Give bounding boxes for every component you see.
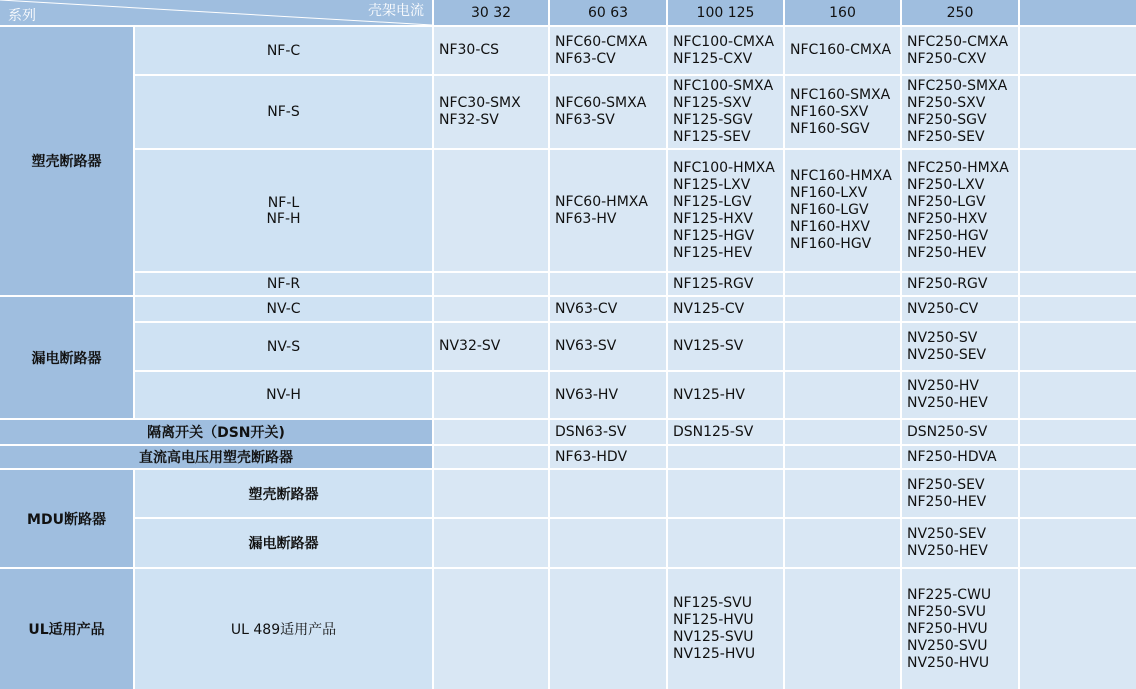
model-name: NV125-HVU	[673, 646, 756, 662]
model-cell	[668, 569, 783, 689]
model-name: NV250-SV	[907, 329, 978, 346]
model-cell	[668, 420, 783, 444]
model-cell	[434, 150, 548, 271]
model-name: NF160-LXV	[790, 185, 868, 201]
model-name: NF225-CWU	[907, 586, 992, 603]
model-cell	[668, 323, 783, 370]
model-name: NFC100-SMXA	[673, 78, 774, 94]
model-name: NFC160-HMXA	[790, 168, 892, 184]
model-cell	[902, 519, 1018, 567]
model-cell	[785, 470, 900, 517]
model-cell	[668, 372, 783, 418]
model-cell	[668, 76, 783, 148]
model-cell	[902, 273, 1018, 295]
subcategory-nv-c: NV-C	[135, 297, 432, 321]
model-cell	[785, 150, 900, 271]
model-cell	[434, 470, 548, 517]
model-name: NFC60-SMXA	[555, 95, 647, 111]
subcategory-mdu-elcb: 漏电断路器	[135, 519, 432, 567]
category-mdu: MDU断路器	[0, 470, 133, 567]
model-name: NF250-HEV	[907, 244, 987, 261]
model-cell	[1020, 76, 1136, 148]
model-cell	[550, 420, 666, 444]
model-cell	[1020, 446, 1136, 468]
model-name: NF250-SGV	[907, 112, 987, 128]
subcategory-nf-lh	[135, 150, 432, 271]
model-cell	[1020, 297, 1136, 321]
model-name: NF250-SXV	[907, 95, 986, 111]
frame-current-label: 壳架电流	[368, 3, 424, 19]
model-cell	[668, 27, 783, 74]
model-name: NV250-CV	[907, 300, 979, 317]
model-cell	[902, 76, 1018, 148]
model-name: NV250-SEV	[907, 526, 987, 542]
model-name: NF250-SEV	[907, 129, 985, 145]
subcategory-nv-h: NV-H	[135, 372, 432, 418]
model-cell	[668, 470, 783, 517]
model-cell	[1020, 273, 1136, 295]
model-name: NFC60-HMXA	[555, 193, 648, 210]
subcategory-nf-h-label: NF-H	[266, 210, 301, 227]
model-cell	[785, 569, 900, 689]
model-name: NF125-LXV	[673, 176, 751, 193]
model-name: NF30-CS	[439, 42, 500, 58]
model-cell	[902, 150, 1018, 271]
model-name: NV250-HEV	[907, 543, 988, 559]
model-name: NF125-SGV	[673, 112, 753, 128]
model-name: DSN63-SV	[555, 423, 627, 440]
model-cell	[550, 569, 666, 689]
model-name: NF250-LXV	[907, 176, 985, 193]
category-mccb: 塑壳断路器	[0, 27, 133, 295]
model-name: NF125-RGV	[673, 275, 754, 292]
model-name: NV125-CV	[673, 300, 745, 317]
model-name: NF250-CXV	[907, 50, 987, 67]
model-name: NF63-SV	[555, 112, 615, 128]
model-cell	[1020, 470, 1136, 517]
model-name: NF160-SGV	[790, 120, 870, 137]
model-cell	[434, 569, 548, 689]
model-cell	[1020, 27, 1136, 74]
model-cell	[902, 323, 1018, 370]
model-cell	[1020, 150, 1136, 271]
model-name: NFC250-SMXA	[907, 78, 1008, 94]
model-cell	[434, 446, 548, 468]
model-name: NF160-HXV	[790, 219, 870, 235]
model-name: NF125-SXV	[673, 95, 752, 111]
model-name: NFC160-SMXA	[790, 86, 891, 103]
model-cell	[785, 273, 900, 295]
model-cell	[434, 372, 548, 418]
model-cell	[902, 569, 1018, 689]
model-name: NF125-LGV	[673, 193, 752, 210]
model-cell	[550, 297, 666, 321]
model-name: NV250-SEV	[907, 346, 987, 363]
column-header-extra	[1020, 0, 1136, 25]
subcategory-mdu-mccb: 塑壳断路器	[135, 470, 432, 517]
model-cell	[668, 519, 783, 567]
model-name: NF125-SEV	[673, 129, 751, 145]
model-name: NF160-HGV	[790, 236, 872, 252]
model-cell	[1020, 569, 1136, 689]
category-ul: UL适用产品	[0, 569, 133, 689]
model-name: NF250-RGV	[907, 275, 988, 292]
model-name: NF32-SV	[439, 112, 499, 128]
model-name: NF250-HGV	[907, 227, 989, 244]
model-cell	[550, 273, 666, 295]
model-cell	[434, 76, 548, 148]
model-name: NFC30-SMX	[439, 95, 521, 111]
model-name: NV250-SVU	[907, 637, 988, 654]
model-name: NV63-CV	[555, 300, 618, 317]
model-cell	[550, 446, 666, 468]
model-cell	[434, 519, 548, 567]
model-name: NF125-HEV	[673, 244, 753, 261]
model-cell	[785, 446, 900, 468]
model-name: NV125-HV	[673, 386, 745, 403]
model-cell	[1020, 323, 1136, 370]
model-name: NF250-HXV	[907, 210, 987, 227]
category-dc-high-voltage: 直流高电压用塑壳断路器	[0, 446, 432, 468]
model-name: NF160-SXV	[790, 103, 869, 120]
model-name: NF125-HVU	[673, 612, 754, 628]
model-cell	[785, 420, 900, 444]
model-name: NF63-HV	[555, 210, 617, 227]
model-cell	[902, 27, 1018, 74]
model-name: NFC60-CMXA	[555, 33, 648, 50]
model-cell	[434, 323, 548, 370]
model-name: NF250-SEV	[907, 476, 985, 493]
model-name: NF125-CXV	[673, 50, 753, 67]
model-name: NFC160-CMXA	[790, 42, 892, 58]
category-elcb: 漏电断路器	[0, 297, 133, 418]
model-cell	[550, 519, 666, 567]
model-cell	[1020, 519, 1136, 567]
subcategory-nf-l-label: NF-L	[267, 194, 300, 211]
model-name: NF250-HVU	[907, 620, 988, 637]
model-cell	[550, 150, 666, 271]
model-name: NV125-SV	[673, 338, 744, 354]
column-header-63: 60 63	[550, 0, 666, 25]
model-name: NF250-SVU	[907, 603, 987, 620]
subcategory-nf-r: NF-R	[135, 273, 432, 295]
model-cell	[785, 297, 900, 321]
column-header-125: 100 125	[668, 0, 783, 25]
model-cell	[550, 470, 666, 517]
model-name: NF63-CV	[555, 50, 616, 67]
model-cell	[668, 273, 783, 295]
subcategory-nf-c: NF-C	[135, 27, 432, 74]
model-cell	[902, 297, 1018, 321]
column-header-160: 160	[785, 0, 900, 25]
model-cell	[785, 76, 900, 148]
model-name: NF250-HEV	[907, 493, 987, 510]
model-name: NF125-SVU	[673, 595, 753, 611]
model-cell	[902, 446, 1018, 468]
model-cell	[785, 27, 900, 74]
model-name: NV32-SV	[439, 338, 501, 354]
model-cell	[550, 372, 666, 418]
table-corner-header	[0, 0, 432, 25]
model-cell	[902, 470, 1018, 517]
model-cell	[902, 372, 1018, 418]
model-cell	[668, 297, 783, 321]
model-cell	[550, 27, 666, 74]
column-header-250: 250	[902, 0, 1018, 25]
model-name: NF160-LGV	[790, 202, 869, 218]
model-cell	[785, 372, 900, 418]
model-cell	[434, 420, 548, 444]
model-cell	[1020, 372, 1136, 418]
model-name: NV63-HV	[555, 386, 619, 403]
subcategory-nf-s: NF-S	[135, 76, 432, 148]
model-cell	[1020, 420, 1136, 444]
model-name: NV250-HV	[907, 378, 979, 394]
model-cell	[668, 446, 783, 468]
column-header-32: 30 32	[434, 0, 548, 25]
model-name: NV125-SVU	[673, 629, 754, 645]
model-name: NF125-HXV	[673, 210, 753, 227]
subcategory-ul489: UL 489适用产品	[135, 569, 432, 689]
category-dsn: 隔离开关（DSN开关)	[0, 420, 432, 444]
model-name: NV250-HVU	[907, 654, 990, 671]
model-name: NF250-HDVA	[907, 448, 997, 465]
model-name: NF250-LGV	[907, 193, 986, 210]
series-label: 系列	[8, 8, 36, 24]
model-cell	[785, 323, 900, 370]
model-cell	[902, 420, 1018, 444]
model-name: DSN125-SV	[673, 423, 754, 440]
model-name: NFC250-HMXA	[907, 159, 1009, 176]
model-cell	[434, 297, 548, 321]
model-name: NFC250-CMXA	[907, 33, 1009, 50]
model-name: DSN250-SV	[907, 423, 988, 440]
model-name: NFC100-CMXA	[673, 33, 775, 50]
model-cell	[550, 323, 666, 370]
model-cell	[550, 76, 666, 148]
model-name: NV250-HEV	[907, 395, 988, 411]
model-cell	[668, 150, 783, 271]
model-name: NV63-SV	[555, 338, 617, 354]
model-name: NF63-HDV	[555, 448, 628, 465]
subcategory-nv-s: NV-S	[135, 323, 432, 370]
model-cell	[434, 27, 548, 74]
model-cell	[785, 519, 900, 567]
model-name: NF125-HGV	[673, 227, 755, 244]
model-cell	[434, 273, 548, 295]
model-name: NFC100-HMXA	[673, 159, 775, 176]
